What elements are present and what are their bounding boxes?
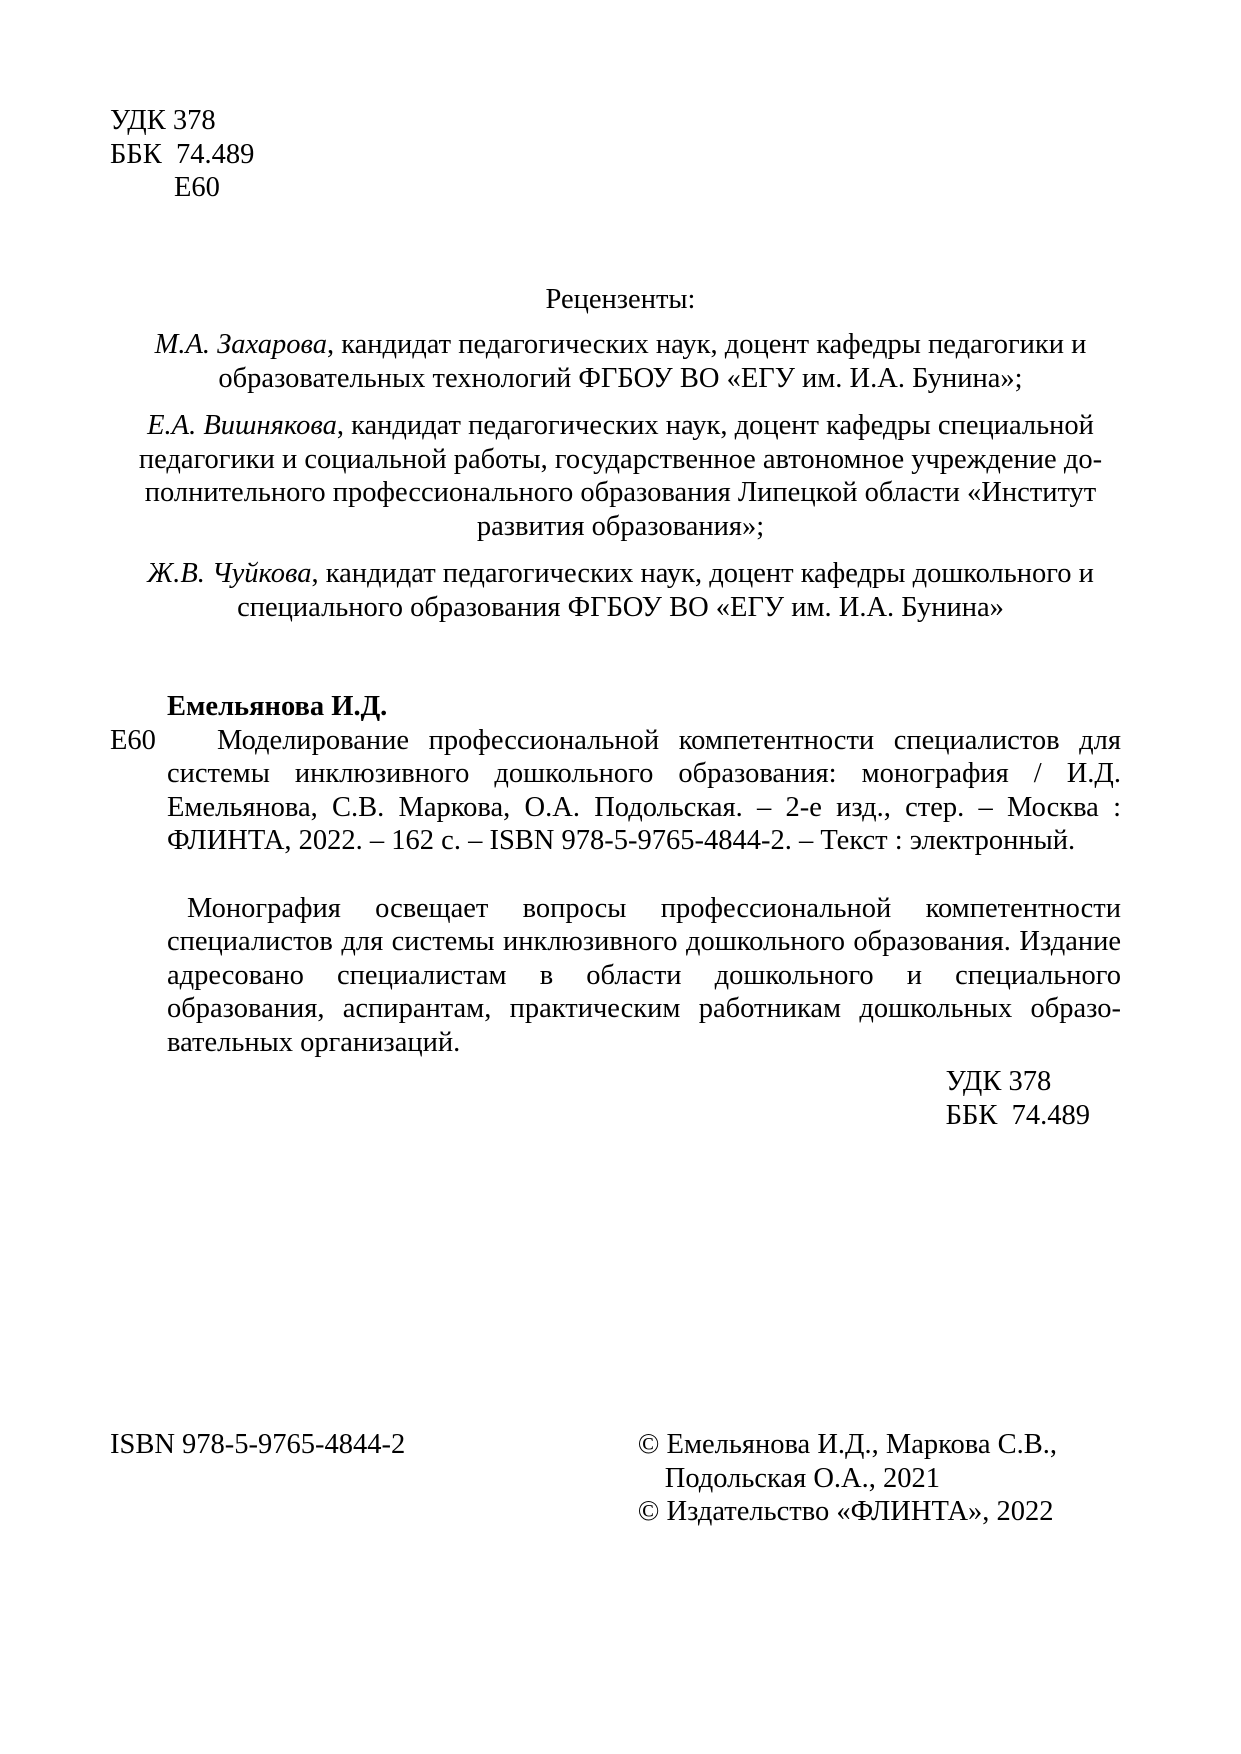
copyright-line-publisher: © Издательство «ФЛИНТА», 2022	[637, 1496, 1054, 1527]
isbn-number: ISBN 978-5-9765-4844-2	[110, 1429, 406, 1460]
catalog-entry	[110, 690, 1121, 858]
bbk-code-bottom: ББК 74.489	[945, 1099, 1090, 1131]
reviewer-credentials: , кандидат педагогических наук, доцент кафедры специальной педагогики и социальной работы, государственное автономное учреждение дополнительного профессионального образования Липецкой области «Институт развития образования»;	[138, 410, 1103, 542]
catalog-author-sign-code: Е60	[110, 724, 156, 756]
reviewer-entry	[110, 557, 1131, 624]
annotation-paragraph: Монография освещает вопросы профессиональной компетентности специалистов для системы инклюзивного дошкольного образования. Издание адресовано специалистам в области дошкольного и специального образования, аспирантам, практическим работникам дошкольных образовательных организаций.	[167, 892, 1121, 1058]
author-sign-code-top: Е60	[174, 172, 220, 203]
reviewer-name: Е.А. Вишнякова	[147, 410, 337, 441]
top-classification-block	[110, 104, 1131, 205]
reviewer-entry	[110, 409, 1131, 543]
udk-code-bottom: УДК 378	[945, 1066, 1052, 1097]
bbk-code-top: ББК 74.489	[110, 138, 255, 170]
copyright-block	[638, 1428, 1057, 1529]
copyright-line-authors-cont: Подольская О.А., 2021	[664, 1462, 940, 1494]
copyright-line-authors: © Емельянова И.Д., Маркова С.В.,	[637, 1429, 1057, 1460]
reviewer-entry	[110, 328, 1131, 395]
udk-code-top: УДК 378	[110, 105, 216, 136]
bottom-classification-wrap	[110, 1065, 1131, 1132]
catalog-description: Моделирование профессиональной компетентности специалистов для системы инклюзивного дошкольного образования: монография / И.Д. Емельянова, С.В. Маркова, О.А. Подольская. – 2-е изд., стер. – Москва : ФЛИНТА, 2022. – 162 с. – ISBN 978-5-9765-4844-2. – Текст : электронный.	[167, 724, 1121, 856]
reviewer-credentials: , кандидат педагогических наук, доцент кафедры дошкольного и специального образования ФГБОУ ВО «ЕГУ им. И.А. Бунина»	[237, 558, 1094, 623]
reviewer-name: М.А. Захарова	[154, 329, 327, 360]
reviewers-heading: Рецензенты:	[545, 283, 696, 315]
reviewer-name: Ж.В. Чуйкова	[147, 558, 312, 589]
bottom-classification-block	[946, 1065, 1090, 1132]
imprint-footer	[110, 1428, 1131, 1529]
catalog-author-heading: Емельянова И.Д.	[167, 691, 388, 722]
reviewer-credentials: , кандидат педагогических наук, доцент кафедры педагогики и образовательных технологий ФГБОУ ВО «ЕГУ им. И.А. Бунина»;	[218, 329, 1087, 394]
